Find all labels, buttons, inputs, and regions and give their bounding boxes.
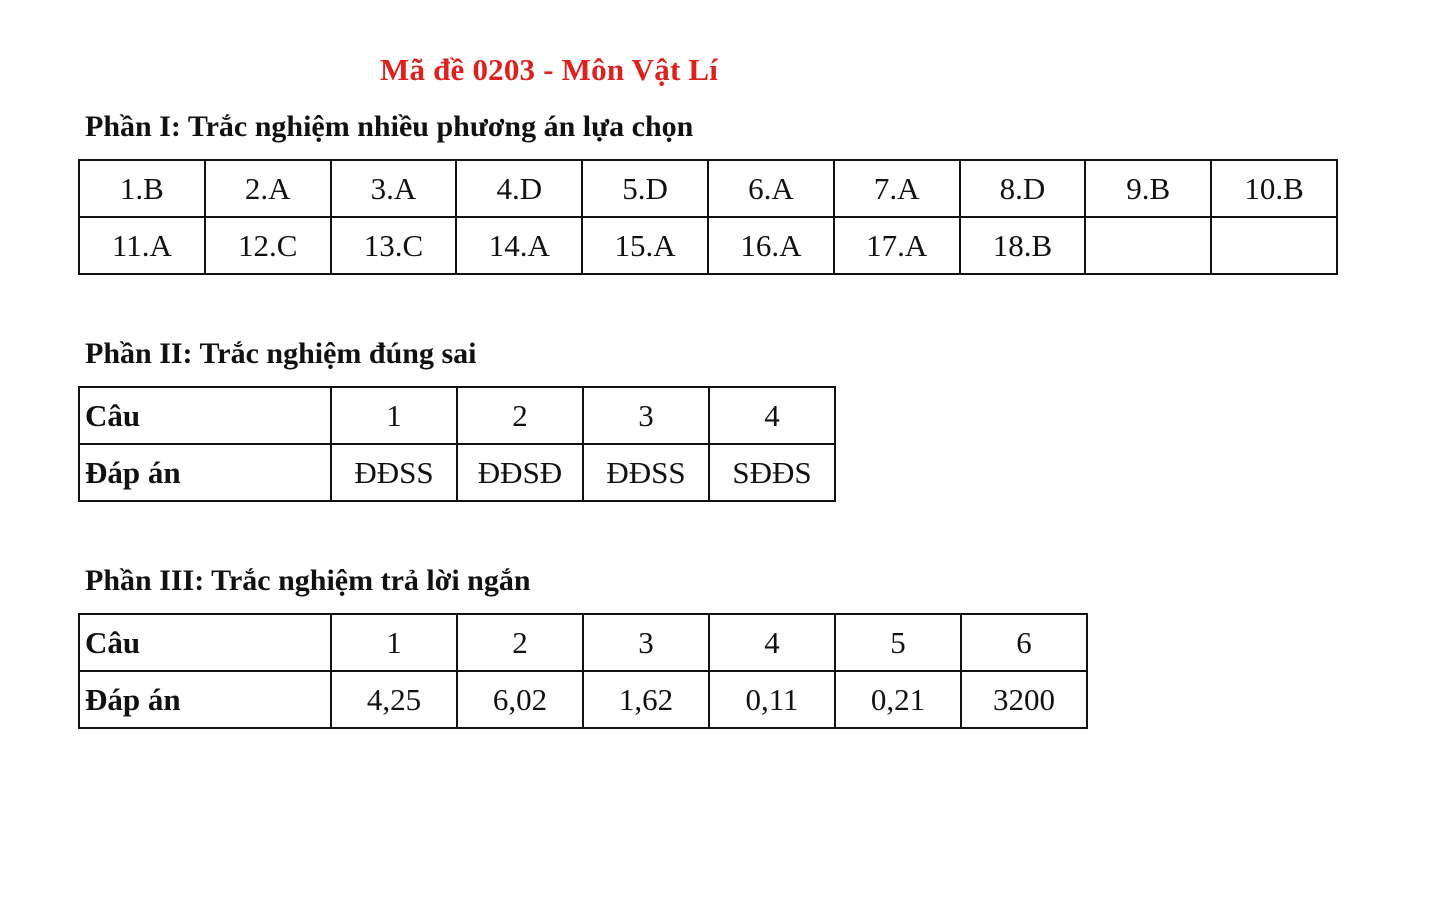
row-label: Câu <box>79 614 331 671</box>
answer-cell: 13.C <box>331 217 457 274</box>
part2-heading: Phần II: Trắc nghiệm đúng sai <box>85 337 477 370</box>
answer-cell: 1,62 <box>583 671 709 728</box>
answer-cell: 0,21 <box>835 671 961 728</box>
table-row <box>79 614 1087 671</box>
answer-cell: 9.B <box>1085 160 1211 217</box>
page-title: Mã đề 0203 - Môn Vật Lí <box>380 52 719 87</box>
answer-cell <box>1211 217 1337 274</box>
part1-answer-table <box>78 159 1338 275</box>
answer-cell: 6.A <box>708 160 834 217</box>
row-label: Đáp án <box>79 671 331 728</box>
answer-cell: 4,25 <box>331 671 457 728</box>
answer-cell: 14.A <box>456 217 582 274</box>
table-row <box>79 444 835 501</box>
answer-cell: 0,11 <box>709 671 835 728</box>
answer-cell: 12.C <box>205 217 331 274</box>
answer-cell: 4.D <box>456 160 582 217</box>
question-cell: 6 <box>961 614 1087 671</box>
question-cell: 1 <box>331 614 457 671</box>
question-cell: 4 <box>709 614 835 671</box>
answer-cell: ĐĐSS <box>583 444 709 501</box>
table-row <box>79 160 1337 217</box>
answer-cell: ĐĐSS <box>331 444 457 501</box>
answer-cell: 18.B <box>960 217 1086 274</box>
answer-cell: 6,02 <box>457 671 583 728</box>
answer-cell: 2.A <box>205 160 331 217</box>
question-cell: 3 <box>583 387 709 444</box>
answer-cell: 1.B <box>79 160 205 217</box>
table-row <box>79 671 1087 728</box>
question-cell: 2 <box>457 387 583 444</box>
part3-heading: Phần III: Trắc nghiệm trả lời ngắn <box>85 564 531 597</box>
answer-cell: 16.A <box>708 217 834 274</box>
answer-cell: 8.D <box>960 160 1086 217</box>
answer-cell: SĐĐS <box>709 444 835 501</box>
answer-cell: ĐĐSĐ <box>457 444 583 501</box>
answer-cell: 15.A <box>582 217 708 274</box>
row-label: Câu <box>79 387 331 444</box>
part3-answer-table <box>78 613 1088 729</box>
table-row <box>79 217 1337 274</box>
table-row <box>79 387 835 444</box>
question-cell: 1 <box>331 387 457 444</box>
answer-cell: 5.D <box>582 160 708 217</box>
row-label: Đáp án <box>79 444 331 501</box>
answer-cell: 3.A <box>331 160 457 217</box>
answer-cell: 10.B <box>1211 160 1337 217</box>
answer-cell: 11.A <box>79 217 205 274</box>
answer-cell <box>1085 217 1211 274</box>
part1-heading: Phần I: Trắc nghiệm nhiều phương án lựa chọn <box>85 110 694 143</box>
question-cell: 4 <box>709 387 835 444</box>
answer-cell: 3200 <box>961 671 1087 728</box>
part2-answer-table <box>78 386 836 502</box>
question-cell: 3 <box>583 614 709 671</box>
question-cell: 2 <box>457 614 583 671</box>
question-cell: 5 <box>835 614 961 671</box>
answer-cell: 7.A <box>834 160 960 217</box>
answer-cell: 17.A <box>834 217 960 274</box>
